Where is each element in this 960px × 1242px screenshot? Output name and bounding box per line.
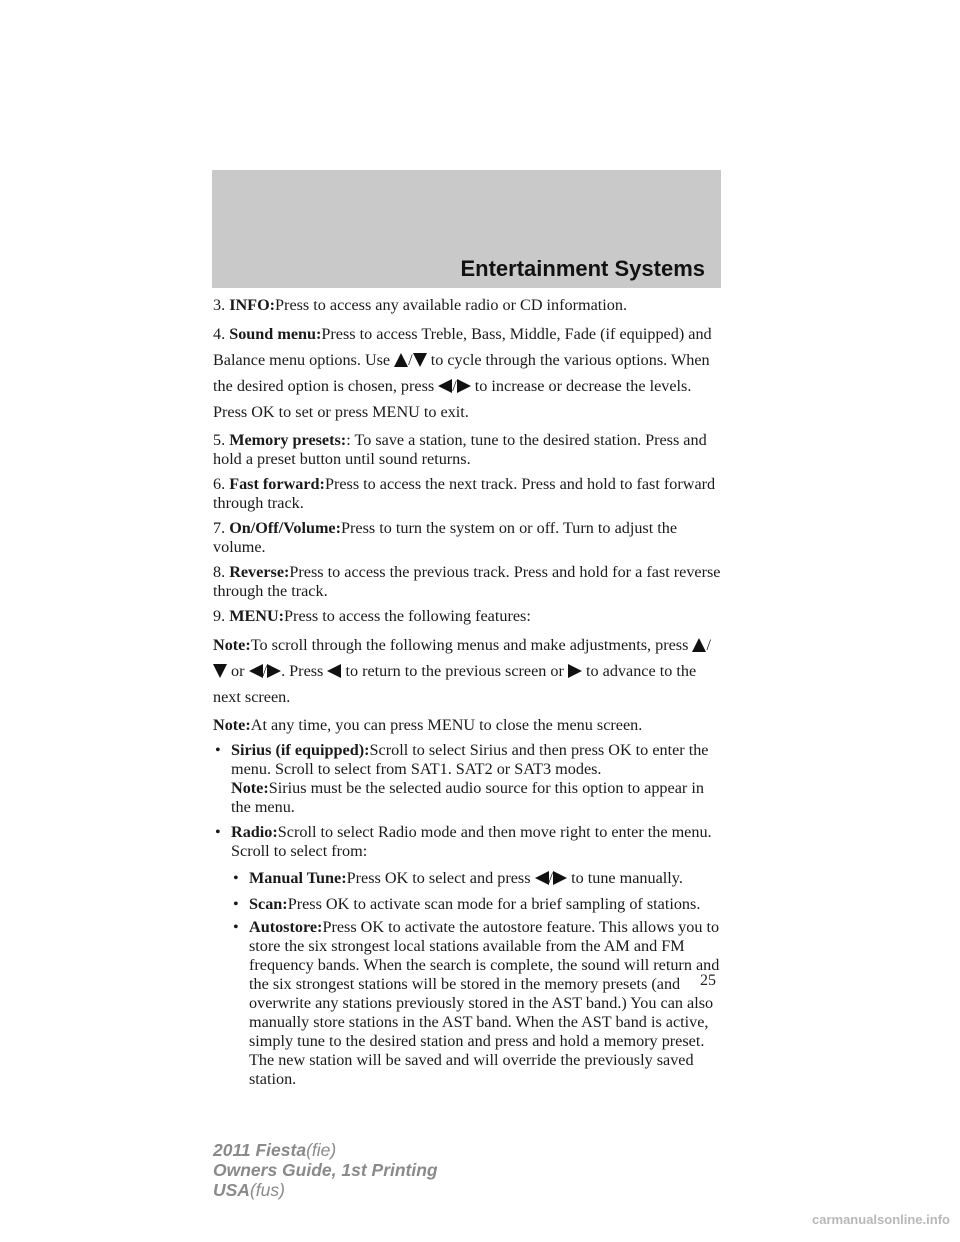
- page-content: [213, 296, 723, 1095]
- left-arrow-icon: [327, 664, 341, 678]
- section-title: Entertainment Systems: [460, 256, 705, 281]
- radio-options-list: [231, 865, 723, 1089]
- item-sound-menu: 4. Sound menu:Press to access Treble, Bass, Middle, Fade (if equipped) and Balance menu options. Use / to cycle through the various options. When the desired option is chosen, press / to increase or decrease the levels. Press OK to set or press MENU to exit.: [213, 325, 712, 421]
- section-header-bar: [212, 170, 721, 288]
- item-info: 3. INFO:Press to access any available radio or CD information.: [213, 296, 628, 314]
- left-arrow-icon: [535, 871, 549, 885]
- note-close-menu: Note:At any time, you can press MENU to close the menu screen.: [213, 716, 643, 734]
- list-item-radio: • Radio:Scroll to select Radio mode and then move right to enter the menu. Scroll to select from: • Manual Tune:Press OK to select and press / to tune manually. • Scan:Press OK to activate scan mode for a brief sampling of stations. • Autostore:Press OK to activate the autostore feature. This allows you to store the six strongest local stations available from the AM and FM frequency bands. When the search is complete, the sound will return and the six strongest stations will be stored in the memory presets (and overwrite any stations previously stored in the AST band.) You can also manually store stations in the AST band. When the AST band is active, simply tune to the desired station and press and hold a memory preset. The new station will be saved and will override the previously saved station.: [213, 823, 723, 1089]
- up-arrow-icon: [692, 638, 706, 652]
- list-item-autostore: • Autostore:Press OK to activate the autostore feature. This allows you to store the six strongest local stations available from the AM and FM frequency bands. When the search is complete, the sound will return and the six strongest stations will be stored in the memory presets (and overwrite any stations previously stored in the AST band.) You can also manually store stations in the AST band. When the AST band is active, simply tune to the desired station and press and hold a memory preset. The new station will be saved and will override the previously saved station.: [233, 918, 720, 1088]
- list-item-sirius: • Sirius (if equipped):Scroll to select Sirius and then press OK to enter the menu. Scroll to select from SAT1. SAT2 or SAT3 modes. Note:Sirius must be the selected audio source for this option to appear in the menu.: [215, 741, 709, 816]
- item-fast-forward: 6. Fast forward:Press to access the next track. Press and hold to fast forward through track.: [213, 475, 716, 512]
- list-item-scan: • Scan:Press OK to activate scan mode for a brief sampling of stations.: [233, 895, 701, 913]
- left-arrow-icon: [438, 379, 452, 393]
- left-arrow-icon: [249, 664, 263, 678]
- page-number: 25: [700, 972, 716, 989]
- menu-feature-list: [213, 741, 723, 1089]
- right-arrow-icon: [553, 871, 567, 885]
- document-footer: 2011 Fiesta(fie) Owners Guide, 1st Printing USA(fus): [213, 1140, 438, 1200]
- item-memory-presets: 5. Memory presets:: To save a station, tune to the desired station. Press and hold a preset button until sound returns.: [213, 431, 707, 468]
- right-arrow-icon: [267, 664, 281, 678]
- item-reverse: 8. Reverse:Press to access the previous track. Press and hold for a fast reverse through the track.: [213, 563, 721, 600]
- watermark: carmanualsonline.info: [812, 1212, 950, 1227]
- note-scroll: Note:To scroll through the following menus and make adjustments, press / or / . Press to return to the previous screen or to advance to the next screen.: [213, 636, 711, 706]
- down-arrow-icon: [413, 353, 427, 367]
- right-arrow-icon: [568, 664, 582, 678]
- up-arrow-icon: [394, 353, 408, 367]
- item-menu: 9. MENU:Press to access the following features:: [213, 607, 531, 625]
- item-on-off-volume: 7. On/Off/Volume:Press to turn the system on or off. Turn to adjust the volume.: [213, 519, 678, 556]
- list-item-manual-tune: • Manual Tune:Press OK to select and press / to tune manually.: [233, 869, 683, 887]
- right-arrow-icon: [457, 379, 471, 393]
- down-arrow-icon: [213, 664, 227, 678]
